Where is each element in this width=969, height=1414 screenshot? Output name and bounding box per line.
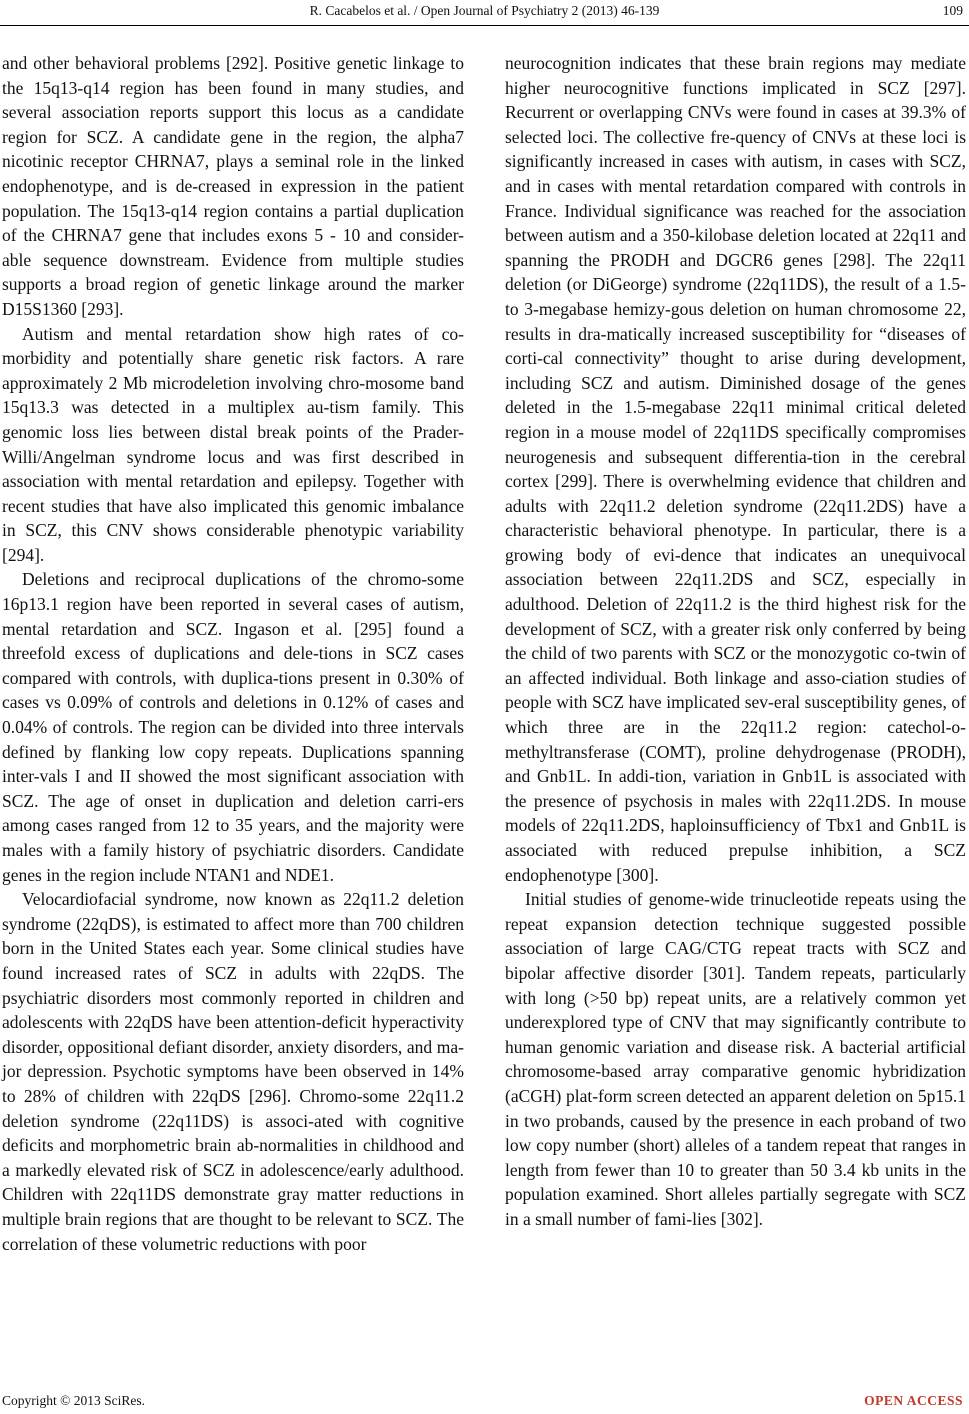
right-column xyxy=(505,51,966,1232)
copyright-notice: Copyright © 2013 SciRes. xyxy=(2,1393,146,1408)
paragraph: Deletions and reciprocal duplications of the chromo-some 16p13.1 region have been reported in several cases of autism, mental retardation and SCZ. Ingason et al. [295] found a threefold excess of duplications and dele-tions in SCZ cases compared with controls, with duplica-tions present in 0.30% of cases vs 0.09% of controls and deletions in 0.12% of cases and 0.04% of controls. The region can be divided into three intervals defined by flanking low copy repeats. Duplications spanning inter-vals I and II showed the most significant association with SCZ. The age of onset in duplication and deletion carri-ers among cases ranged from 12 to 35 years, and the majority were males with a family history of psychiatric disorders. Candidate genes in the region include NTAN1 and NDE1. xyxy=(2,569,464,885)
page-footer xyxy=(0,1391,969,1414)
page-number: 109 xyxy=(942,3,963,18)
open-access-label: OPEN ACCESS xyxy=(864,1393,963,1408)
paragraph: neurocognition indicates that these brain regions may mediate higher neurocognitive functions implicated in SCZ [297]. Recurrent or overlapping CNVs were found in cases at 39.3% of selected loci. The collective fre-quency of CNVs at these loci is significantly increased in cases with autism, in cases with SCZ, and in cases with mental retardation compared with controls in France. Individual significance was reached for the association between autism and a 350-kilobase deletion located at 22q11 and spanning the PRODH and DGCR6 genes [298]. The 22q11 deletion (or DiGeorge) syndrome (22q11DS), the result of a 1.5- to 3-megabase hemizy-gous deletion on human chromosome 22, results in dra-matically increased susceptibility for “diseases of corti-cal connectivity” thought to arise during development, including SCZ and autism. Diminished dosage of the genes deleted in the 1.5-megabase 22q11 minimal critical deleted region in a mouse model of 22q11DS specifically compromises neurogenesis and subsequent differentia-tion in the cerebral cortex [299]. There is overwhelming evidence that children and adults with 22q11.2 deletion syndrome (22q11.2DS) have a characteristic behavioral phenotype. In particular, there is a growing body of evi-dence that indicates an unequivocal association between 22q11.2DS and SCZ, especially in adulthood. Deletion of 22q11.2 is the third highest risk for the development of SCZ, with a greater risk only conferred by being the child of two parents with SCZ or the monozygotic co-twin of an affected individual. Both linkage and asso-ciation studies of people with SCZ have implicated sev-eral susceptibility genes, of which three are in the 22q11.2 region: catechol-o-methyltransferase (COMT), proline dehydrogenase (PRODH), and Gnb1L. In addi-tion, variation in Gnb1L is associated with the presence of psychosis in males with 22q11.2DS. In mouse models of 22q11.2DS, haploinsufficiency of Tbx1 and Gnb1L is associated with reduced prepulse inhibition, a SCZ endophenotype [300]. xyxy=(505,53,966,885)
page-header xyxy=(0,0,969,30)
paragraph: Velocardiofacial syndrome, now known as 22q11.2 deletion syndrome (22qDS), is estimated to affect more than 700 children born in the United States each year. Some clinical studies have found increased rates of SCZ in adults with 22qDS. The psychiatric disorders most commonly reported in children and adolescents with 22qDS have been attention-deficit hyperactivity disorder, oppositional defiant disorder, anxiety disorders, and ma-jor depression. Psychotic symptoms have been observed in 14% to 28% of children with 22qDS [296]. Chromo-some 22q11.2 deletion syndrome (22q11DS) is associ-ated with cognitive deficits and morphometric brain ab-normalities in childhood and a markedly elevated risk of SCZ in adolescence/early adulthood. Children with 22q11DS demonstrate gray matter reductions in multiple brain regions that are thought to be relevant to SCZ. The correlation of these volumetric reductions with poor xyxy=(2,889,464,1254)
paragraph: Autism and mental retardation show high rates of co-morbidity and potentially share genetic risk factors. A rare approximately 2 Mb microdeletion involving chro-mosome band 15q13.3 was detected in a multiplex au-tism family. This genomic loss lies between distal break points of the Prader-Willi/Angelman syndrome locus and was first described in association with mental retardation and epilepsy. Together with recent studies that have also implicated this genomic imbalance in SCZ, this CNV shows considerable phenotypic variability [294]. xyxy=(2,323,464,565)
left-column xyxy=(2,51,464,1256)
paragraph: and other behavioral problems [292]. Positive genetic linkage to the 15q13-q14 region has been found in many studies, and several association reports support this locus as a candidate region for SCZ. A candidate gene in the region, the alpha7 nicotinic receptor CHRNA7, plays a seminal role in the linked endophenotype, and is de-creased in expression in the patient population. The 15q13-q14 region contains a partial duplication of the CHRNA7 gene that includes exons 5 - 10 and consider-able sequence downstream. Evidence from multiple studies supports a broad region of genetic linkage around the marker D15S1360 [293]. xyxy=(2,53,464,319)
running-title: R. Cacabelos et al. / Open Journal of Psychiatry 2 (2013) 46-139 xyxy=(309,3,660,18)
paragraph: Initial studies of genome-wide trinucleotide repeats using the repeat expansion detection technique suggested possible association of large CAG/CTG repeat tracts with SCZ and bipolar affective disorder [301]. Tandem repeats, particularly with long (>50 bp) repeat units, are a relatively common yet underexplored type of CNV that may significantly contribute to human genomic variation and disease risk. A bacterial artificial chromosome-based array comparative genomic hybridization (aCGH) plat-form screen detected an apparent deletion on 5p15.1 in two probands, caused by the presence in each proband of two low copy number (short) alleles of a tandem repeat that ranges in length from fewer than 10 to greater than 50 3.4 kb units in the population examined. Short alleles partially segregate with SCZ in a small number of fami-lies [302]. xyxy=(505,889,966,1229)
header-rule xyxy=(0,25,969,26)
